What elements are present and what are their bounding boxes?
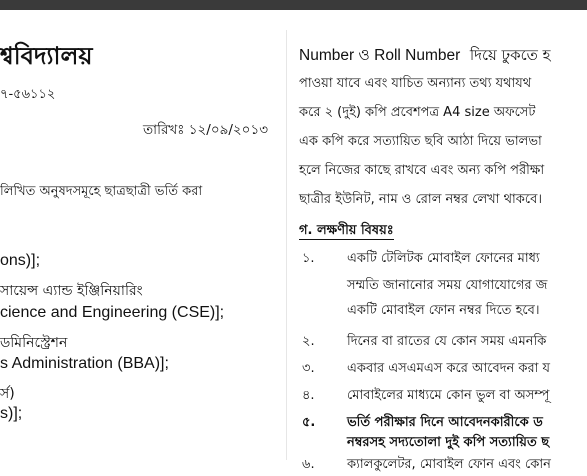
item-text: ভর্তি পরীক্ষার দিনে আবেদনকারীকে ড <box>347 415 543 430</box>
university-title: শ্ববিদ্যালয় <box>0 42 93 70</box>
section-heading-text: গ. লক্ষণীয় বিষয়ঃ <box>299 223 394 238</box>
item-text: নম্বরসহ সদ্যতোলা দুই কপি সত্যায়িত ছ <box>347 435 550 450</box>
left-column <box>0 0 284 455</box>
program-line: ডমিনিস্ট্রেশন <box>0 335 68 351</box>
item-text: একবার এসএমএস করে আবেদন করা য <box>347 361 551 376</box>
item-number: ২. <box>302 334 315 349</box>
number-label: Number ও Roll Number <box>299 47 461 64</box>
notice-date: তারিখঃ ১২/০৯/২০১৩ <box>143 122 268 138</box>
program-line: cience and Engineering (CSE)]; <box>0 304 225 321</box>
section-heading <box>299 221 394 242</box>
item-text: সম্মতি জানানোর সময় যোগাযোগের জ <box>347 278 548 293</box>
paragraph-line: হলে নিজের কাছে রাখবে এবং অন্য কপি পরীক্ষা <box>299 163 545 178</box>
paragraph-line: করে ২ (দুই) কপি প্রবেশপত্র A4 size অফসেট <box>299 105 536 120</box>
program-line: র্স) <box>0 386 15 402</box>
paragraph-line <box>299 43 551 69</box>
program-line: s Administration (BBA)]; <box>0 355 169 372</box>
phone-number: ৭-৫৬১১২ <box>0 87 56 102</box>
paragraph-line: পাওয়া যাবে এবং যাচিত অন্যান্য তথ্য যথাযথ <box>299 76 532 91</box>
intro-line: লিখিত অনুষদসমূহে ছাত্রছাত্রী ভর্তি করা <box>0 184 203 199</box>
column-divider <box>286 30 287 460</box>
program-line: ons)]; <box>0 252 41 269</box>
item-number: ৬. <box>302 457 315 472</box>
item-number: ৫. <box>302 415 316 430</box>
paragraph-line: ছাত্রীর ইউনিট, নাম ও রোল নম্বর লেখা থাকবে। <box>299 192 543 207</box>
item-number: ৩. <box>302 361 315 376</box>
item-text: ক্যালকুলেটর, মোবাইল ফোন এবং কোন <box>347 457 551 472</box>
item-text: মোবাইলের মাধ্যমে কোন ভুল বা অসম্পূ <box>347 388 550 403</box>
right-column <box>299 0 587 472</box>
item-number: ১. <box>302 251 315 266</box>
item-text: দিনের বা রাতের যে কোন সময় এমনকি <box>347 334 547 349</box>
program-line: সায়েন্স এ্যান্ড ইঞ্জিনিয়ারিং <box>0 283 143 299</box>
paragraph-fragment: দিয়ে ঢুকতে হ <box>469 46 551 64</box>
item-text: একটি মোবাইল ফোন নম্বর দিতে হবে। <box>347 303 540 318</box>
paragraph-line: এক কপি করে সত্যায়িত ছবি আঠা দিয়ে ভালভা <box>299 134 542 149</box>
program-line: s)]; <box>0 405 23 422</box>
item-text: একটি টেলিটক মোবাইল ফোনের মাধ্য <box>347 251 540 266</box>
item-number: ৪. <box>302 388 315 403</box>
